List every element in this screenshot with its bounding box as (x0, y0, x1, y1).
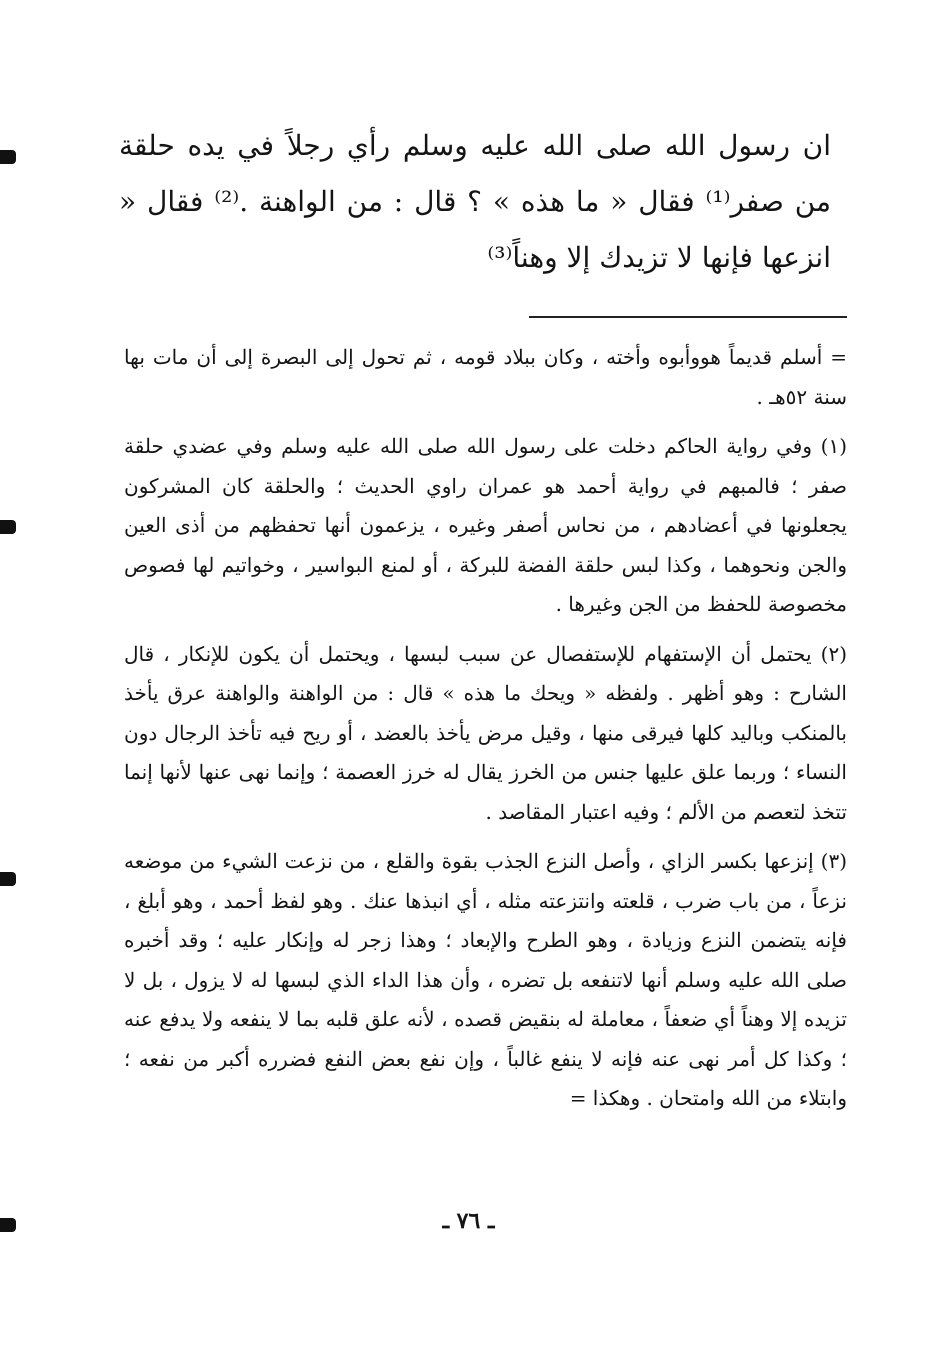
main-text-block (119, 118, 831, 286)
footnote-3: (٣) إنزعها بكسر الزاي ، وأصل النزع الجذب بقوة والقلع ، من نزعت الشيء من موضعه نزعاً ، من باب ضرب ، قلعته وانتزعته مثله ، أي انبذها عنك . وهو لفظ أحمد ، وهو أبلغ ، فإنه يتضمن النزع وزيادة ، وهو الطرح والإبعاد ؛ وهذا زجر له وإنكار عليه ؛ وقد أخبره صلى الله عليه وسلم أنها لاتنفعه بل تضره ، وأن هذا الداء الذي لبسها له لا يزول ، بل لا تزيده إلا وهناً أي ضعفاً ، معاملة له بنقيض قصده ، لأنه علق قلبه بما لا ينفعه ولا يدفع عنه ؛ وكذا كل أمر نهى عنه فإنه لا ينفع غالباً ، وإن نفع بعض النفع فضرره أكبر من نفعه ؛ وابتلاء من الله وامتحان . وهكذا = (124, 849, 848, 1110)
footnotes-block (124, 338, 847, 1129)
edge-mark (0, 150, 16, 164)
edge-mark (0, 520, 16, 534)
main-text: ان رسول الله صلى الله عليه وسلم رأي رجلاً في يده حلقة من صفر⁽¹⁾ فقال « ما هذه » ؟ قال : من الواهنة .⁽²⁾ فقال « انزعها فإنها لا تزيدك إلا وهناً⁽³⁾ (119, 129, 832, 274)
edge-mark (0, 872, 16, 886)
footnote-2: (٢) يحتمل أن الإستفهام للإستفصال عن سبب لبسها ، ويحتمل أن يكون للإنكار ، قال الشارح : وهو أظهر . ولفظه « ويحك ما هذه » قال : من الواهنة والواهنة عرق يأخذ بالمنكب وباليد كلها فيرقى منها ، وقيل مرض يأخذ بالعضد ، أو ريح فيه تأخذ الرجال دون النساء ؛ وربما علق عليها جنس من الخرز يقال له خرز العصمة ؛ وإنما نهى عنها لأنها إنما تتخذ لتعصم من الألم ؛ وفيه اعتبار المقاصد . (124, 641, 847, 824)
footnote-separator (529, 316, 847, 318)
footnote-1: (١) وفي رواية الحاكم دخلت على رسول الله صلى الله عليه وسلم وفي عضدي حلقة صفر ؛ فالمبهم في رواية أحمد هو عمران راوي الحديث ؛ والحلقة كان المشركون يجعلونها في أعضادهم ، من نحاس أصفر وغيره ، يزعمون أنها تحفظهم من أذى العين والجن ونحوهما ، وكذا لبس حلقة الفضة للبركة ، أو لمنع البواسير ، وخواتيم لها فصوص مخصوصة للحفظ من الجن وغيرها . (124, 434, 847, 616)
page-number: ـ ٧٦ ـ (442, 1208, 495, 1234)
footnote-continued: = أسلم قديماً هووأبوه وأخته ، وكان ببلاد قومه ، ثم تحول إلى البصرة إلى أن مات بها سنة ٥٢هـ . (124, 345, 847, 409)
